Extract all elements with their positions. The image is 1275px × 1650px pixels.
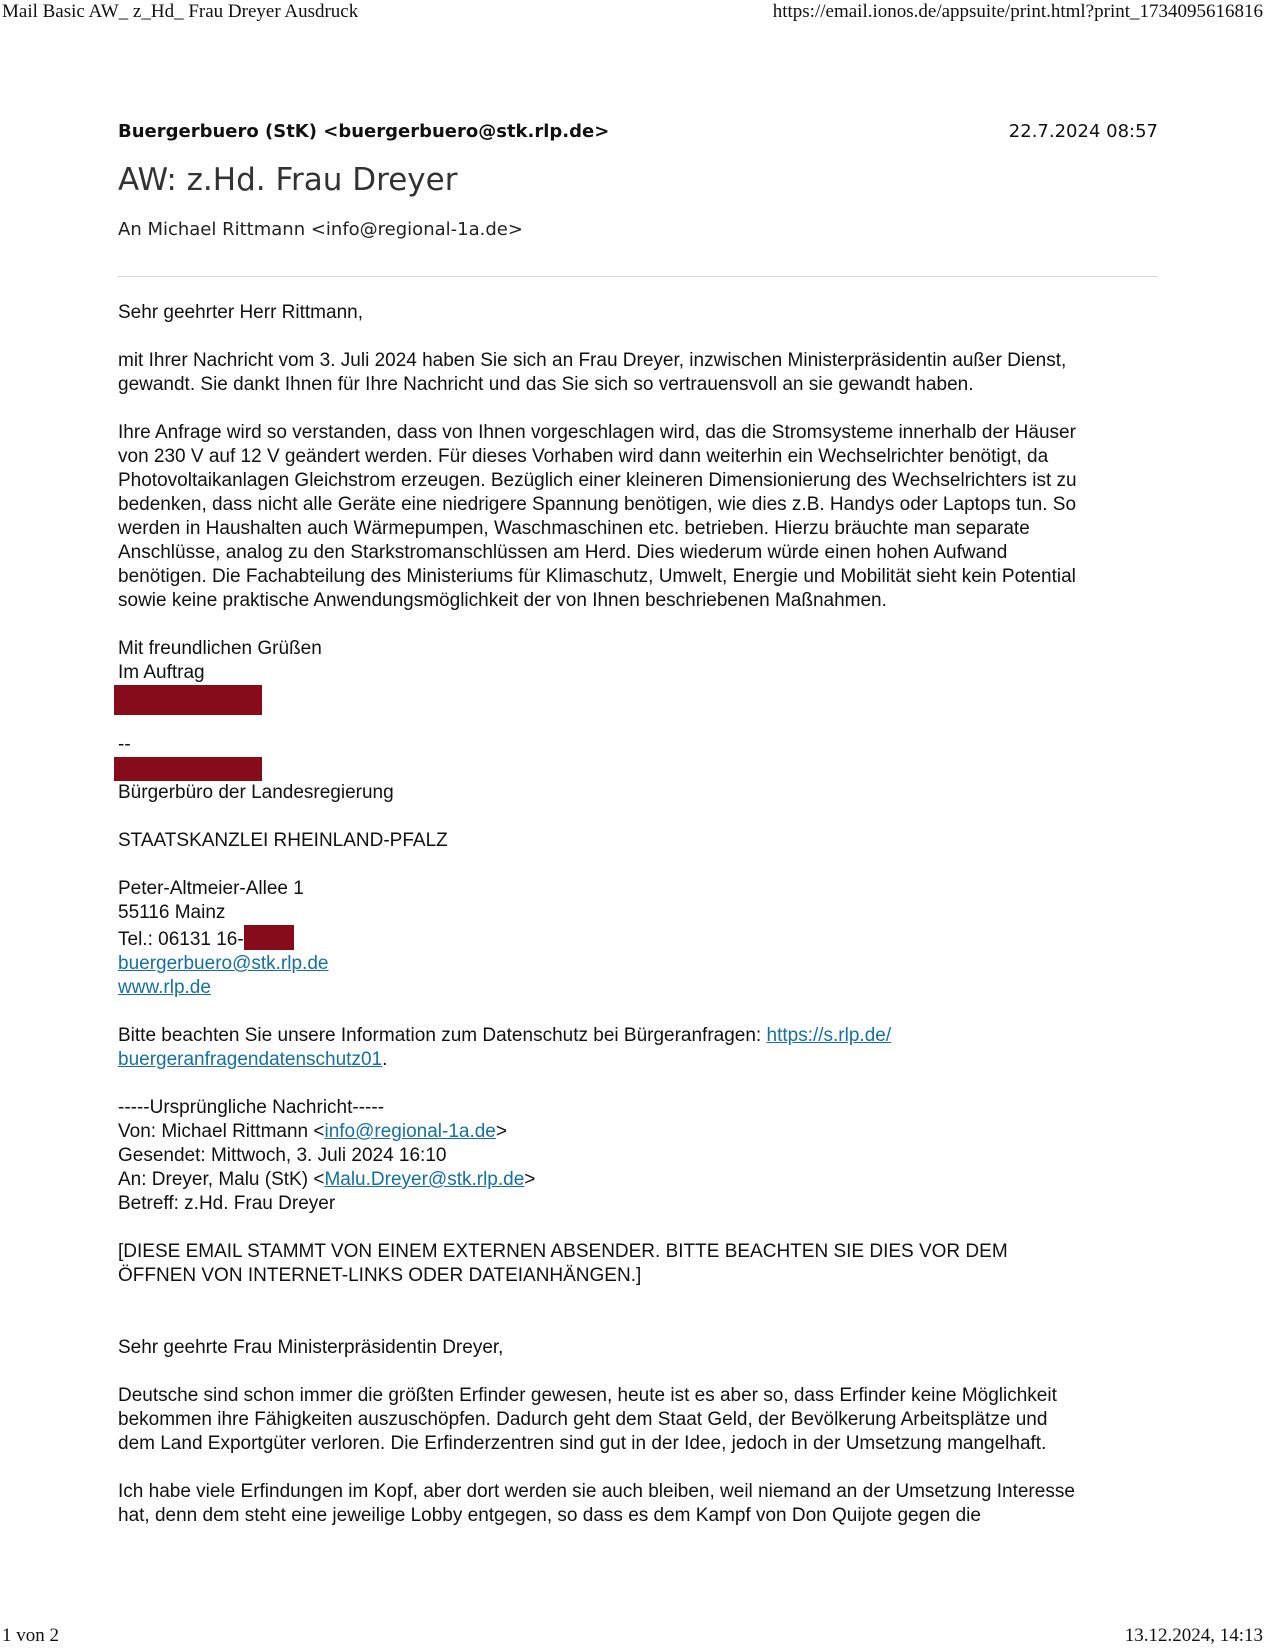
privacy-note-cont: [118, 1048, 1158, 1072]
reply-para2-line: benötigen. Die Fachabteilung des Ministeriums für Klimaschutz, Umwelt, Energie und Mobilität sieht kein Potential: [118, 566, 1076, 587]
original-para2: [118, 1480, 1158, 1528]
reply-greeting: Sehr geehrter Herr Rittmann,: [118, 302, 363, 323]
original-to-link[interactable]: Malu.Dreyer@stk.rlp.de: [324, 1169, 525, 1190]
mail-recipient: An Michael Rittmann <info@regional-1a.de>: [118, 219, 523, 240]
reply-para2-line: Ihre Anfrage wird so verstanden, dass von Ihnen vorgeschlagen wird, das die Stromsysteme innerhalb der Häuser: [118, 422, 1076, 443]
signature-tel: [118, 925, 1158, 952]
mail-sender: Buergerbuero (StK) <buergerbuero@stk.rlp.de>: [118, 121, 610, 142]
privacy-link[interactable]: https://s.rlp.de/: [766, 1025, 892, 1046]
reply-para1-line2: gewandt. Sie dankt Ihnen für Ihre Nachricht und das Sie sich so vertrauensvoll an sie gewandt haben.: [118, 374, 974, 395]
original-separator: -----Ursprüngliche Nachricht-----: [118, 1097, 385, 1118]
reply-closing: Mit freundlichen Grüßen: [118, 638, 322, 659]
privacy-text: Bitte beachten Sie unsere Information zum Datenschutz bei Bürgeranfragen:: [118, 1025, 767, 1046]
mail-subject: AW: z.Hd. Frau Dreyer: [118, 162, 458, 198]
original-from-end: >: [495, 1121, 507, 1142]
print-header: [0, 0, 1275, 26]
original-para2-line: hat, denn dem steht eine jeweilige Lobby entgegen, so dass es dem Kampf von Don Quijote gegen die: [118, 1505, 981, 1526]
privacy-note: [118, 1024, 1158, 1048]
signature-dash: --: [118, 734, 131, 755]
reply-para2-line: Photovoltaikanlagen Gleichstrom erzeugen. Bezüglich einer kleineren Dimensionierung des Wechselrichters ist zu: [118, 470, 1077, 491]
signature-org: STAATSKANZLEI RHEINLAND-PFALZ: [118, 830, 448, 851]
print-title: Mail Basic AW_ z_Hd_ Frau Dreyer Ausdruck: [2, 1, 359, 22]
original-to: [118, 1168, 1158, 1192]
print-footer: [0, 1624, 1275, 1650]
signature-email-link[interactable]: buergerbuero@stk.rlp.de: [118, 953, 329, 974]
original-to-end: >: [524, 1169, 536, 1190]
mail-body: [118, 277, 1158, 1528]
signature-web-line: [118, 976, 1158, 1000]
privacy-link-cont[interactable]: buergeranfragendatenschutz01: [118, 1049, 383, 1070]
reply-im-auftrag: Im Auftrag: [118, 662, 205, 683]
original-para1-line: bekommen ihre Fähigkeiten auszuschöpfen. Dadurch geht dem Staat Geld, der Bevölkerung Arbeitsplätze und: [118, 1409, 1048, 1430]
privacy-end: .: [382, 1049, 388, 1070]
signature-city: 55116 Mainz: [118, 902, 226, 923]
print-timestamp: 13.12.2024, 14:13: [1124, 1625, 1263, 1646]
reply-para1-line1: mit Ihrer Nachricht vom 3. Juli 2024 haben Sie sich an Frau Dreyer, inzwischen Ministerpräsidentin außer Dienst,: [118, 350, 1067, 371]
signature-web-link[interactable]: www.rlp.de: [118, 977, 211, 998]
page-number: 1 von 2: [2, 1625, 59, 1646]
redacted-name: [114, 685, 262, 715]
external-warning-line1: [DIESE EMAIL STAMMT VON EINEM EXTERNEN ABSENDER. BITTE BEACHTEN SIE DIES VOR DEM: [118, 1241, 1008, 1262]
reply-para2-line: von 230 V auf 12 V geändert werden. Für dieses Vorhaben wird dann weiterhin ein Wechselrichter benötigt, da: [118, 446, 1049, 467]
redacted-signature-name: [114, 757, 262, 781]
original-subject: Betreff: z.Hd. Frau Dreyer: [118, 1193, 336, 1214]
tel-text: Tel.: 06131 16-: [118, 929, 244, 950]
signature-office: Bürgerbüro der Landesregierung: [118, 782, 394, 803]
reply-para2-line: Anschlüsse, analog zu den Starkstromanschlüssen am Herd. Dies wiederum würde einen hohen Aufwand: [118, 542, 1008, 563]
mail-date: 22.7.2024 08:57: [1008, 121, 1158, 142]
print-url: https://email.ionos.de/appsuite/print.html?print_1734095616816: [772, 1, 1263, 22]
redacted-tel-extension: [244, 925, 294, 950]
reply-para2-line: sowie keine praktische Anwendungsmöglichkeit der von Ihnen beschriebenen Maßnahmen.: [118, 590, 887, 611]
original-from-link[interactable]: info@regional-1a.de: [324, 1121, 496, 1142]
original-greeting: Sehr geehrte Frau Ministerpräsidentin Dreyer,: [118, 1337, 504, 1358]
original-para1: [118, 1384, 1158, 1456]
mail-header: [118, 118, 1158, 277]
original-para2-line: Ich habe viele Erfindungen im Kopf, aber dort werden sie auch bleiben, weil niemand an der Umsetzung Interesse: [118, 1481, 1075, 1502]
original-to-label: An: Dreyer, Malu (StK) <: [118, 1169, 325, 1190]
signature-street: Peter-Altmeier-Allee 1: [118, 878, 304, 899]
original-para1-line: Deutsche sind schon immer die größten Erfinder gewesen, heute ist es aber so, dass Erfinder keine Möglichkeit: [118, 1385, 1057, 1406]
signature-email-line: [118, 952, 1158, 976]
original-sent: Gesendet: Mittwoch, 3. Juli 2024 16:10: [118, 1145, 447, 1166]
reply-para2-line: bedenken, dass nicht alle Geräte eine niedrigere Spannung benötigen, wie dies z.B. Handys oder Laptops tun. So: [118, 494, 1077, 515]
original-from-label: Von: Michael Rittmann <: [118, 1121, 325, 1142]
reply-para2-line: werden in Haushalten auch Wärmepumpen, Waschmaschinen etc. betrieben. Hierzu bräuchte man separate: [118, 518, 1030, 539]
external-warning-line2: ÖFFNEN VON INTERNET-LINKS ODER DATEIANHÄNGEN.]: [118, 1265, 642, 1286]
original-para1-line: dem Land Exportgüter verloren. Die Erfinderzentren sind gut in der Idee, jedoch in der Umsetzung mangelhaft.: [118, 1433, 1047, 1454]
reply-para2: [118, 421, 1158, 613]
original-from: [118, 1120, 1158, 1144]
mail-container: [118, 118, 1158, 1528]
